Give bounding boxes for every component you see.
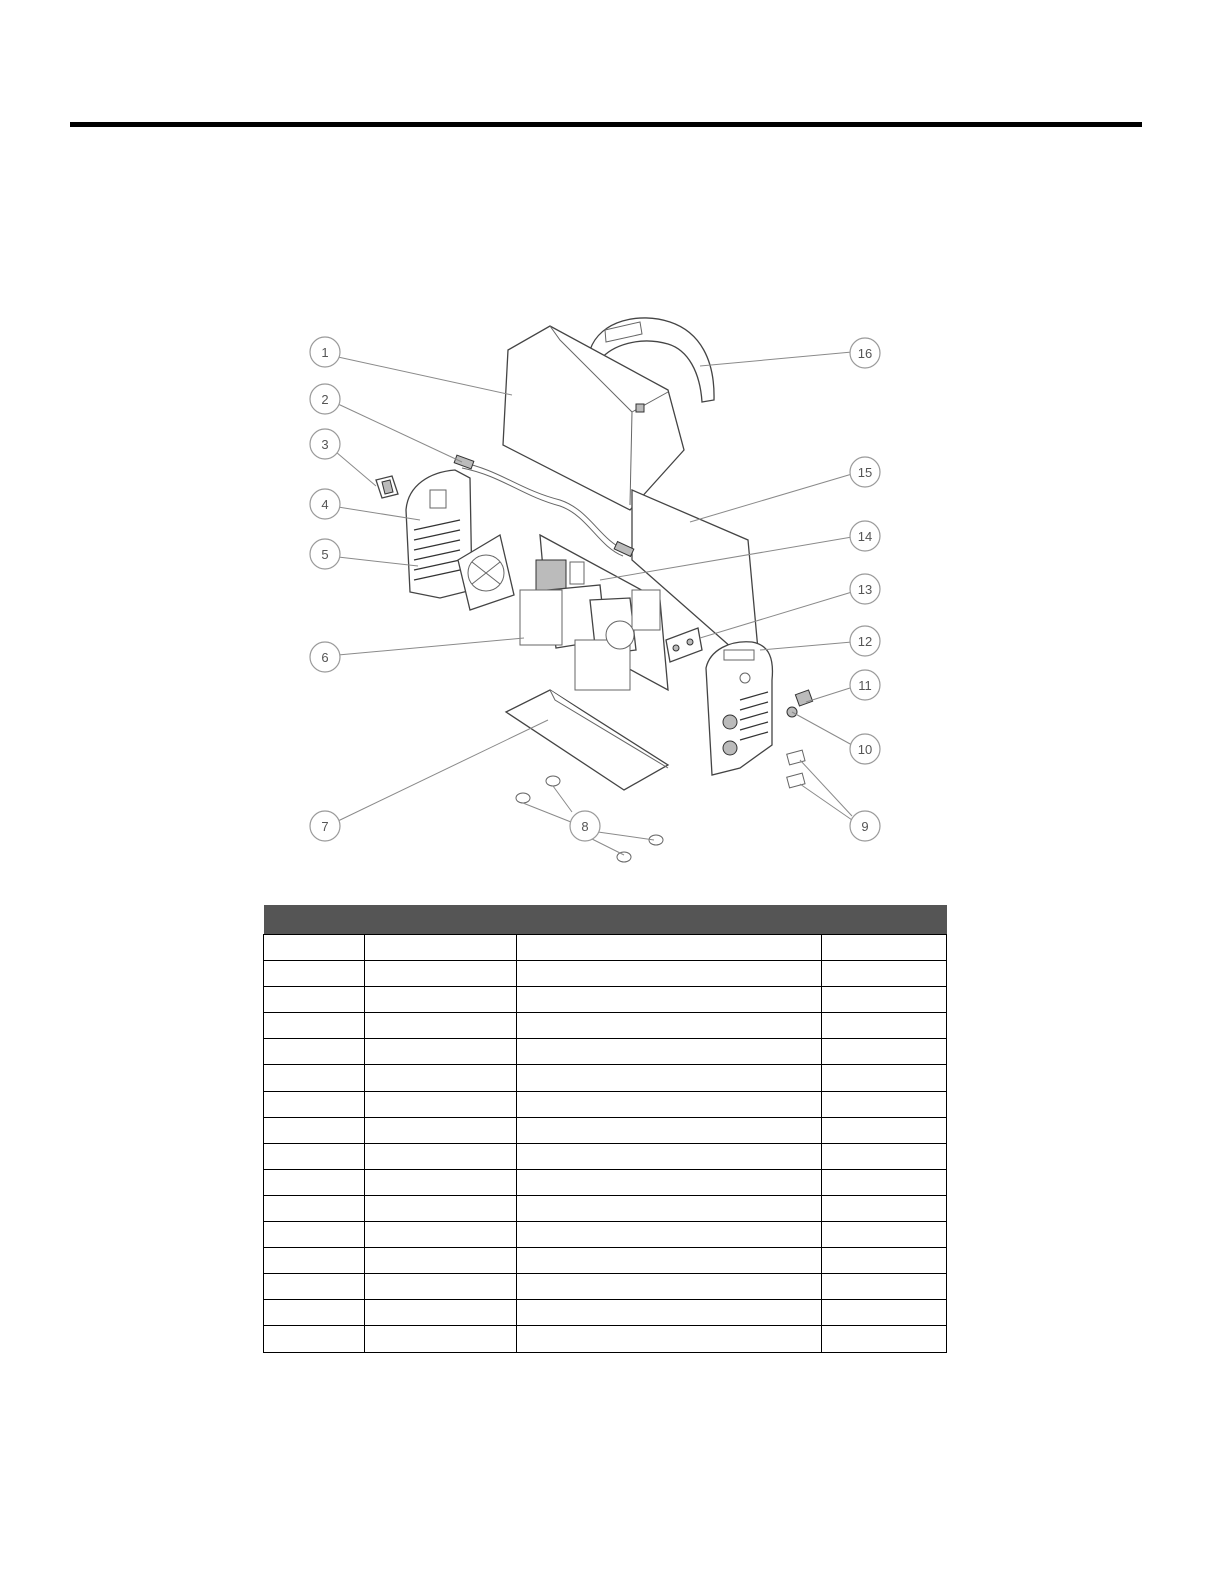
balloon-1 bbox=[310, 337, 340, 367]
svg-text:4: 4 bbox=[321, 497, 329, 512]
table-cell bbox=[365, 987, 517, 1013]
table-cell bbox=[517, 1013, 822, 1039]
table-cell bbox=[264, 1222, 365, 1248]
front-panel-part bbox=[706, 642, 772, 775]
table-cell bbox=[264, 935, 365, 961]
table-row bbox=[264, 1195, 947, 1221]
table-cell bbox=[517, 1065, 822, 1091]
table-cell bbox=[365, 935, 517, 961]
svg-text:3: 3 bbox=[321, 437, 329, 452]
balloon-6 bbox=[310, 642, 340, 672]
svg-text:5: 5 bbox=[321, 547, 329, 562]
table-cell bbox=[822, 1169, 947, 1195]
table-cell bbox=[264, 987, 365, 1013]
balloon-5 bbox=[310, 539, 340, 569]
header-cell bbox=[517, 905, 822, 935]
table-cell bbox=[517, 987, 822, 1013]
table-row bbox=[264, 1013, 947, 1039]
table-cell bbox=[365, 1091, 517, 1117]
svg-text:9: 9 bbox=[861, 819, 869, 834]
table-cell bbox=[365, 1013, 517, 1039]
table-row bbox=[264, 1169, 947, 1195]
balloon-9 bbox=[850, 811, 880, 841]
base-plate-part bbox=[506, 690, 668, 790]
table-cell bbox=[822, 1143, 947, 1169]
table-cell bbox=[365, 1065, 517, 1091]
table-cell bbox=[264, 1091, 365, 1117]
table-cell bbox=[517, 1248, 822, 1274]
table-cell bbox=[517, 935, 822, 961]
table-cell bbox=[365, 1300, 517, 1326]
table-cell bbox=[264, 1195, 365, 1221]
table-cell bbox=[822, 1300, 947, 1326]
balloon-3 bbox=[310, 429, 340, 459]
table-row bbox=[264, 935, 947, 961]
svg-text:16: 16 bbox=[857, 346, 873, 361]
table-cell bbox=[822, 935, 947, 961]
svg-text:11: 11 bbox=[858, 678, 872, 693]
table-row bbox=[264, 987, 947, 1013]
svg-text:14: 14 bbox=[857, 529, 873, 544]
table-row bbox=[264, 1300, 947, 1326]
table-cell bbox=[517, 1091, 822, 1117]
table-cell bbox=[517, 1117, 822, 1143]
table-cell bbox=[822, 1091, 947, 1117]
plug-parts bbox=[787, 750, 805, 788]
table-cell bbox=[264, 961, 365, 987]
table-row bbox=[264, 1143, 947, 1169]
table-cell bbox=[264, 1013, 365, 1039]
svg-text:8: 8 bbox=[581, 819, 589, 834]
table-cell bbox=[822, 1065, 947, 1091]
svg-text:6: 6 bbox=[321, 650, 329, 665]
table-cell bbox=[264, 1248, 365, 1274]
table-cell bbox=[365, 1117, 517, 1143]
header-cell bbox=[264, 905, 365, 935]
table-row bbox=[264, 1274, 947, 1300]
svg-text:15: 15 bbox=[857, 465, 873, 480]
balloon-12 bbox=[850, 626, 880, 656]
table-row bbox=[264, 1065, 947, 1091]
table-cell bbox=[822, 1195, 947, 1221]
table-cell bbox=[365, 1222, 517, 1248]
balloon-15 bbox=[850, 457, 880, 487]
table-cell bbox=[365, 1039, 517, 1065]
table-cell bbox=[264, 1065, 365, 1091]
table-cell bbox=[365, 1326, 517, 1352]
balloon-14 bbox=[850, 521, 880, 551]
table-row bbox=[264, 1248, 947, 1274]
table-cell bbox=[517, 1169, 822, 1195]
table-cell bbox=[264, 1039, 365, 1065]
balloon-11 bbox=[850, 670, 880, 700]
balloon-13 bbox=[850, 574, 880, 604]
parts-list-table bbox=[263, 905, 947, 1353]
table-cell bbox=[264, 1169, 365, 1195]
table-cell bbox=[822, 1039, 947, 1065]
table-cell bbox=[517, 1039, 822, 1065]
table-cell bbox=[264, 1326, 365, 1352]
table-header bbox=[264, 905, 947, 935]
table-cell bbox=[517, 1143, 822, 1169]
svg-text:10: 10 bbox=[857, 742, 873, 757]
svg-text:12: 12 bbox=[857, 634, 873, 649]
top-cover-part bbox=[503, 326, 684, 510]
balloon-7 bbox=[310, 811, 340, 841]
socket-part bbox=[795, 690, 812, 706]
table-cell bbox=[365, 1195, 517, 1221]
svg-text:1: 1 bbox=[321, 345, 329, 360]
table-cell bbox=[365, 1143, 517, 1169]
table-cell bbox=[822, 1013, 947, 1039]
balloon-2 bbox=[310, 384, 340, 414]
table-cell bbox=[822, 1274, 947, 1300]
table-cell bbox=[365, 1274, 517, 1300]
svg-text:2: 2 bbox=[321, 392, 329, 407]
table-row bbox=[264, 1326, 947, 1352]
table-cell bbox=[264, 1274, 365, 1300]
table-cell bbox=[822, 987, 947, 1013]
table-cell bbox=[365, 1169, 517, 1195]
table-row bbox=[264, 961, 947, 987]
table-cell bbox=[822, 1248, 947, 1274]
table-cell bbox=[264, 1300, 365, 1326]
table-cell bbox=[517, 1300, 822, 1326]
table-cell bbox=[822, 961, 947, 987]
table-cell bbox=[264, 1117, 365, 1143]
table-cell bbox=[517, 1195, 822, 1221]
table-cell bbox=[517, 961, 822, 987]
table-row bbox=[264, 1222, 947, 1248]
table-row bbox=[264, 1039, 947, 1065]
table-cell bbox=[365, 1248, 517, 1274]
table-cell bbox=[822, 1222, 947, 1248]
switch-part bbox=[376, 476, 398, 498]
header-cell bbox=[822, 905, 947, 935]
table-row bbox=[264, 1117, 947, 1143]
table-row bbox=[264, 1091, 947, 1117]
table-cell bbox=[264, 1143, 365, 1169]
svg-text:13: 13 bbox=[857, 582, 873, 597]
table-cell bbox=[365, 961, 517, 987]
balloon-16 bbox=[850, 338, 880, 368]
table-cell bbox=[822, 1117, 947, 1143]
balloon-8 bbox=[570, 811, 600, 841]
table-body bbox=[264, 935, 947, 1353]
balloon-10 bbox=[850, 734, 880, 764]
table-cell bbox=[517, 1326, 822, 1352]
balloon-4 bbox=[310, 489, 340, 519]
svg-text:7: 7 bbox=[321, 819, 329, 834]
table-cell bbox=[517, 1274, 822, 1300]
table-cell bbox=[822, 1326, 947, 1352]
header-cell bbox=[365, 905, 517, 935]
connector-part bbox=[666, 628, 702, 662]
table-cell bbox=[517, 1222, 822, 1248]
